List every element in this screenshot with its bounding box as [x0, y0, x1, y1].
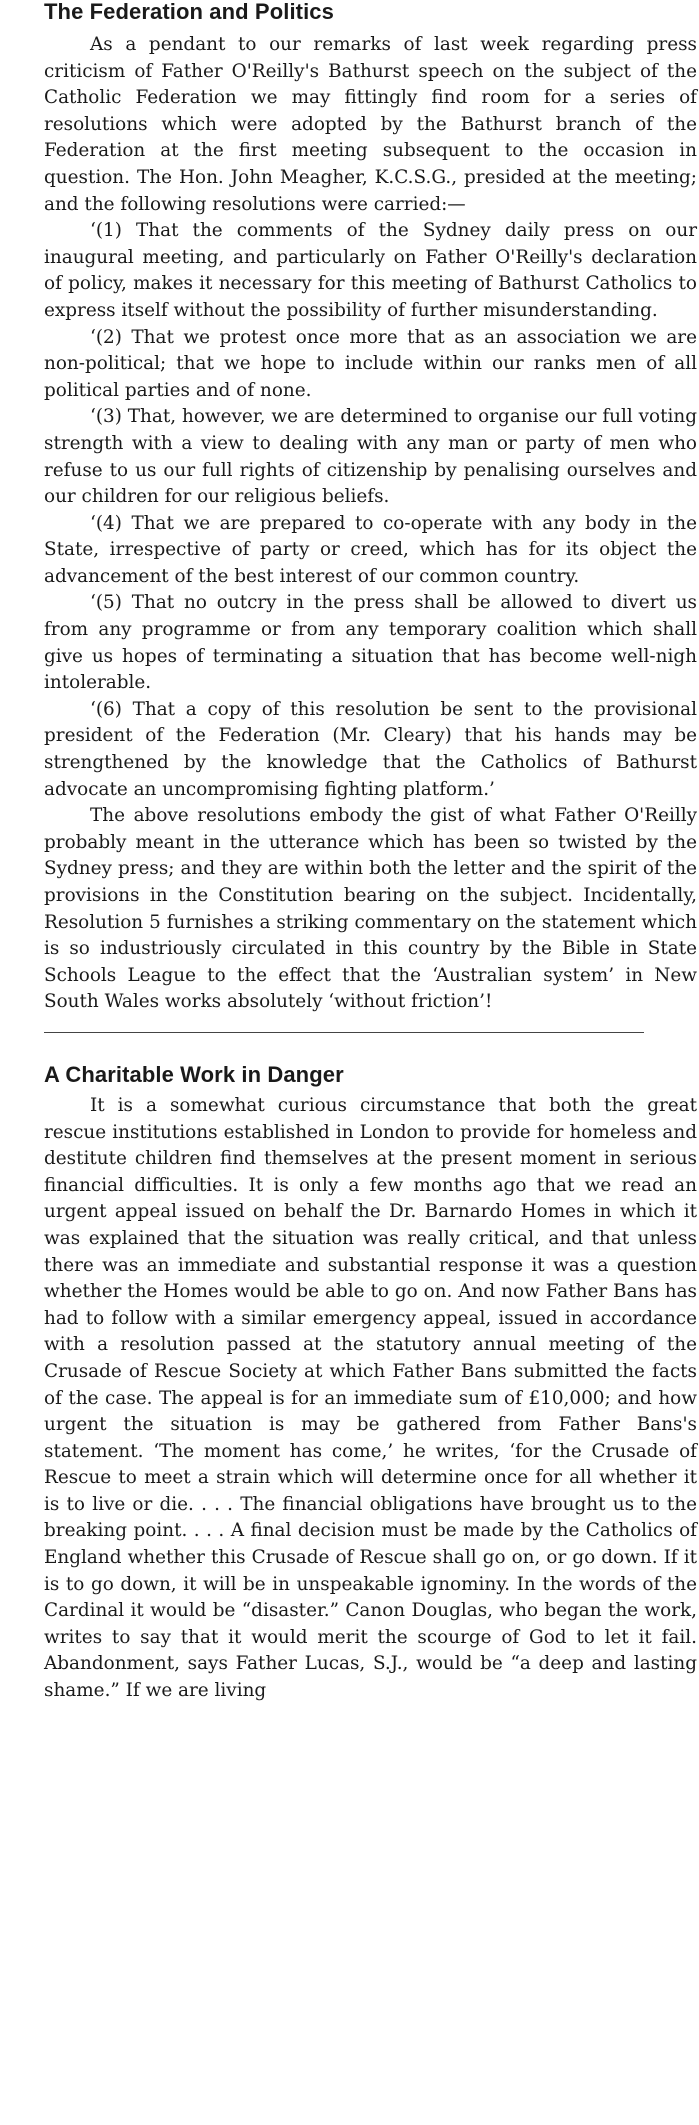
paragraph-intro: As a pendant to our remarks of last week regarding press criticism of Father O'Reilly's Bathurst speech on the subject of the Catholic Federation we may fittingly find room for a series of resolutions which were adopted by the Bathurst branch of the Federation at the first meeting subsequent to the occasion in question. The Hon. John Meagher, K.C.S.G., presided at the meeting; and the following resolutions were carried:— [44, 34, 697, 215]
section-divider [44, 1032, 644, 1033]
paragraph-resolution-3: ‘(3) That, however, we are determined to organise our full voting strength with a view to dealing with any man or party of men who refuse to us our full rights of citizenship by penalising ourselves and our children for our religious beliefs. [44, 406, 697, 508]
section-body [44, 32, 697, 1016]
paragraph-resolution-5: ‘(5) That no outcry in the press shall be allowed to divert us from any programme or from any temporary coalition which shall give us hopes of terminating a situation that has become well-nigh intolerable. [44, 592, 697, 694]
section-heading: The Federation and Politics [44, 0, 334, 24]
paragraph-resolution-1: ‘(1) That the comments of the Sydney daily press on our inaugural meeting, and particularly on Father O'Reilly's declaration of policy, makes it necessary for this meeting of Bathurst Catholics to express itself without the possibility of further misunderstanding. [44, 220, 697, 321]
section-body [44, 1093, 697, 1705]
paragraph-commentary: The above resolutions embody the gist of what Father O'Reilly probably meant in the utterance which has been so twisted by the Sydney press; and they are within both the letter and the spirit of the provisions in the Constitution bearing on the subject. Incidentally, Resolution 5 furnishes a striking commentary on the statement which is so industriously circulated in this country by the Bible in State Schools League to the effect that the ‘Australian system’ in New South Wales works absolutely ‘without friction’! [44, 805, 697, 1013]
section-federation-politics [44, 0, 697, 1033]
section-heading: A Charitable Work in Danger [44, 1061, 344, 1087]
paragraph-resolution-6: ‘(6) That a copy of this resolution be sent to the provisional president of the Federation (Mr. Cleary) that his hands may be strengthened by the knowledge that the Catholics of Bathurst advocate an uncompromising fighting platform.’ [44, 698, 697, 800]
paragraph-resolution-4: ‘(4) That we are prepared to co-operate with any body in the State, irrespective of party or creed, which has for its object the advancement of the best interest of our common country. [44, 512, 697, 587]
section-charitable-work [44, 1063, 697, 1705]
paragraph-appeal: It is a somewhat curious circumstance that both the great rescue institutions established in London to provide for homeless and destitute children find themselves at the present moment in serious financial difficulties. It is only a few months ago that we read an urgent appeal issued on behalf the Dr. Barnardo Homes in which it was explained that the situation was really critical, and that unless there was an immediate and substantial response it was a question whether the Homes would be able to go on. And now Father Bans has had to follow with a similar emergency appeal, issued in accordance with a resolution passed at the statutory annual meeting of the Crusade of Rescue Society at which Father Bans submitted the facts of the case. The appeal is for an immediate sum of £10,000; and how urgent the situation is may be gathered from Father Bans's statement. ‘The moment has come,’ he writes, ‘for the Crusade of Rescue to meet a strain which will determine once for all whether it is to live or die. . . . The financial obligations have brought us to the breaking point. . . . A final decision must be made by the Catholics of England whether this Crusade of Rescue shall go on, or go down. If it is to go down, it will be in unspeakable ignominy. In the words of the Cardinal it would be “disaster.” Canon Douglas, who began the work, writes to say that it would merit the scourge of God to let it fail. Abandonment, says Father Lucas, S.J., would be “a deep and lasting shame.” If we are living [44, 1094, 697, 1702]
article-page [44, 0, 697, 1705]
paragraph-resolution-2: ‘(2) That we protest once more that as an association we are non-political; that we hope to include within our ranks men of all political parties and of none. [44, 326, 697, 401]
